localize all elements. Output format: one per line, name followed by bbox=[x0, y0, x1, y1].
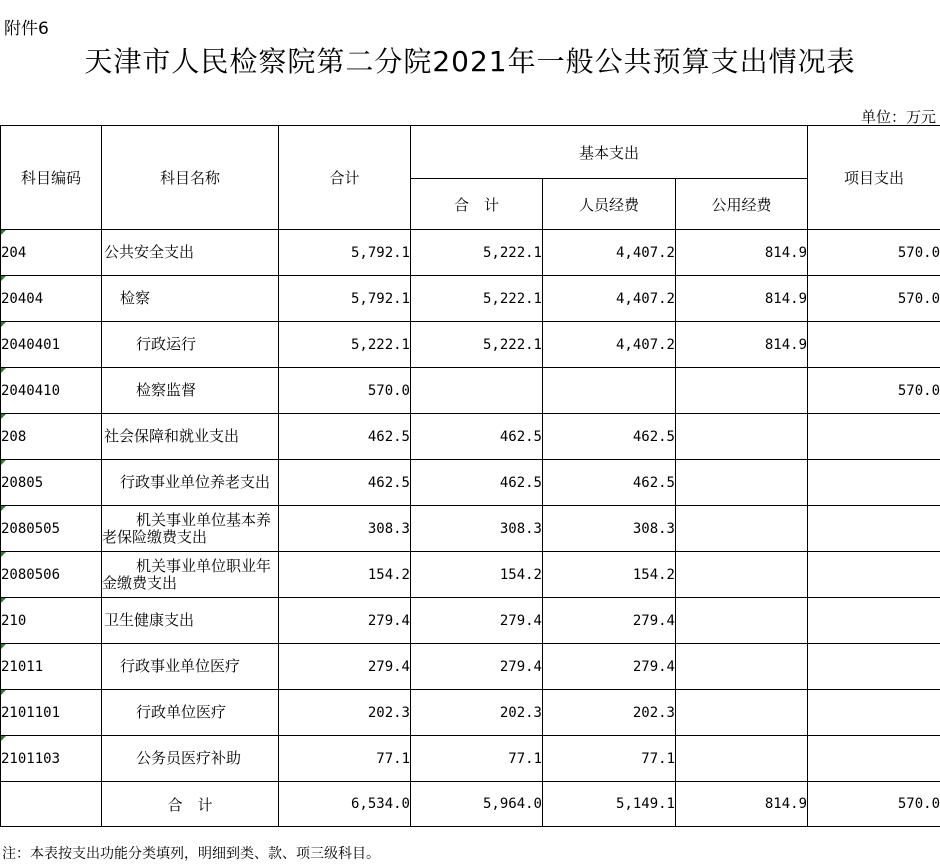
total-cell: 462.5 bbox=[279, 460, 411, 506]
header-project: 项目支出 bbox=[808, 126, 940, 230]
grand-public-cell: 814.9 bbox=[676, 782, 808, 827]
subject-code: 2101101 bbox=[1, 690, 102, 736]
personnel-cell: 4,407.2 bbox=[543, 276, 676, 322]
basic-total-cell: 5,222.1 bbox=[411, 230, 543, 276]
grand-project-cell: 570.0 bbox=[808, 782, 940, 827]
grand-personnel-cell: 5,149.1 bbox=[543, 782, 676, 827]
total-cell: 5,792.1 bbox=[279, 276, 411, 322]
subject-name: 社会保障和就业支出 bbox=[102, 414, 279, 460]
table-row bbox=[1, 230, 940, 276]
subject-code: 204 bbox=[1, 230, 102, 276]
project-cell bbox=[808, 598, 940, 644]
subject-name-text: 行政事业单位养老支出 bbox=[120, 473, 271, 491]
total-cell: 462.5 bbox=[279, 414, 411, 460]
subject-name: 行政单位医疗 bbox=[102, 690, 279, 736]
personnel-cell: 308.3 bbox=[543, 506, 676, 552]
subject-name-text: 机关事业单位基本养老保险缴费支出 bbox=[102, 510, 272, 546]
subject-name: 行政事业单位医疗 bbox=[102, 644, 279, 690]
header-name: 科目名称 bbox=[102, 126, 279, 230]
subject-code: 21011 bbox=[1, 644, 102, 690]
basic-total-cell: 279.4 bbox=[411, 644, 543, 690]
subject-name: 检察监督 bbox=[102, 368, 279, 414]
total-cell: 5,792.1 bbox=[279, 230, 411, 276]
public-cell bbox=[676, 690, 808, 736]
table-row bbox=[1, 644, 940, 690]
basic-total-cell: 5,222.1 bbox=[411, 276, 543, 322]
table-row bbox=[1, 276, 940, 322]
basic-total-cell: 5,222.1 bbox=[411, 322, 543, 368]
project-cell bbox=[808, 322, 940, 368]
personnel-cell: 4,407.2 bbox=[543, 230, 676, 276]
basic-total-cell: 154.2 bbox=[411, 552, 543, 598]
project-cell bbox=[808, 690, 940, 736]
table-row bbox=[1, 690, 940, 736]
total-cell: 154.2 bbox=[279, 552, 411, 598]
project-cell: 570.0 bbox=[808, 230, 940, 276]
public-cell bbox=[676, 552, 808, 598]
basic-total-cell: 202.3 bbox=[411, 690, 543, 736]
subject-name bbox=[102, 460, 279, 506]
grand-basic-total-cell: 5,964.0 bbox=[411, 782, 543, 827]
basic-total-cell: 462.5 bbox=[411, 414, 543, 460]
total-cell: 202.3 bbox=[279, 690, 411, 736]
total-label: 合 计 bbox=[102, 782, 279, 827]
personnel-cell: 154.2 bbox=[543, 552, 676, 598]
project-cell bbox=[808, 506, 940, 552]
subject-code: 2101103 bbox=[1, 736, 102, 782]
project-cell: 570.0 bbox=[808, 276, 940, 322]
subject-code: 208 bbox=[1, 414, 102, 460]
total-cell: 5,222.1 bbox=[279, 322, 411, 368]
subject-name: 公共安全支出 bbox=[102, 230, 279, 276]
project-cell bbox=[808, 460, 940, 506]
basic-total-cell bbox=[411, 368, 543, 414]
table-row bbox=[1, 414, 940, 460]
personnel-cell: 462.5 bbox=[543, 414, 676, 460]
total-cell: 570.0 bbox=[279, 368, 411, 414]
total-cell: 308.3 bbox=[279, 506, 411, 552]
header-basic: 基本支出 bbox=[411, 126, 808, 179]
public-cell bbox=[676, 506, 808, 552]
personnel-cell: 279.4 bbox=[543, 644, 676, 690]
project-cell bbox=[808, 552, 940, 598]
unit-label: 单位：万元 bbox=[860, 108, 936, 126]
public-cell: 814.9 bbox=[676, 276, 808, 322]
table-row bbox=[1, 460, 940, 506]
header-public: 公用经费 bbox=[676, 179, 808, 230]
public-cell: 814.9 bbox=[676, 230, 808, 276]
table-row bbox=[1, 736, 940, 782]
table-row bbox=[1, 506, 940, 552]
public-cell: 814.9 bbox=[676, 322, 808, 368]
subject-code: 20805 bbox=[1, 460, 102, 506]
table-row bbox=[1, 368, 940, 414]
subject-code: 2040401 bbox=[1, 322, 102, 368]
subject-name: 公务员医疗补助 bbox=[102, 736, 279, 782]
project-cell bbox=[808, 736, 940, 782]
subject-name bbox=[102, 506, 279, 552]
project-cell bbox=[808, 414, 940, 460]
table-row bbox=[1, 552, 940, 598]
header-code: 科目编码 bbox=[1, 126, 102, 230]
subject-code: 2080505 bbox=[1, 506, 102, 552]
header-personnel: 人员经费 bbox=[543, 179, 676, 230]
total-row bbox=[1, 782, 940, 827]
public-cell bbox=[676, 460, 808, 506]
subject-code: 20404 bbox=[1, 276, 102, 322]
header-basic-total: 合 计 bbox=[411, 179, 543, 230]
basic-total-cell: 308.3 bbox=[411, 506, 543, 552]
grand-total-cell: 6,534.0 bbox=[279, 782, 411, 827]
total-cell: 279.4 bbox=[279, 598, 411, 644]
table-row bbox=[1, 598, 940, 644]
subject-name: 卫生健康支出 bbox=[102, 598, 279, 644]
subject-code: 210 bbox=[1, 598, 102, 644]
total-code-cell bbox=[1, 782, 102, 827]
header-row-1 bbox=[1, 126, 940, 179]
subject-code: 2040410 bbox=[1, 368, 102, 414]
budget-table bbox=[0, 125, 940, 827]
footnote: 注：本表按支出功能分类填列，明细到类、款、项三级科目。 bbox=[2, 846, 380, 862]
basic-total-cell: 462.5 bbox=[411, 460, 543, 506]
subject-name bbox=[102, 552, 279, 598]
public-cell bbox=[676, 644, 808, 690]
personnel-cell: 4,407.2 bbox=[543, 322, 676, 368]
personnel-cell: 202.3 bbox=[543, 690, 676, 736]
project-cell bbox=[808, 644, 940, 690]
page-title: 天津市人民检察院第二分院2021年一般公共预算支出情况表 bbox=[84, 45, 856, 78]
subject-name: 检察 bbox=[102, 276, 279, 322]
project-cell: 570.0 bbox=[808, 368, 940, 414]
personnel-cell bbox=[543, 368, 676, 414]
basic-total-cell: 77.1 bbox=[411, 736, 543, 782]
total-cell: 77.1 bbox=[279, 736, 411, 782]
personnel-cell: 77.1 bbox=[543, 736, 676, 782]
attachment-label: 附件6 bbox=[4, 19, 49, 39]
public-cell bbox=[676, 414, 808, 460]
public-cell bbox=[676, 736, 808, 782]
total-cell: 279.4 bbox=[279, 644, 411, 690]
subject-name: 行政运行 bbox=[102, 322, 279, 368]
header-total: 合计 bbox=[279, 126, 411, 230]
public-cell bbox=[676, 598, 808, 644]
table-row bbox=[1, 322, 940, 368]
public-cell bbox=[676, 368, 808, 414]
basic-total-cell: 279.4 bbox=[411, 598, 543, 644]
personnel-cell: 279.4 bbox=[543, 598, 676, 644]
subject-name-text: 机关事业单位职业年金缴费支出 bbox=[102, 556, 272, 592]
personnel-cell: 462.5 bbox=[543, 460, 676, 506]
subject-code: 2080506 bbox=[1, 552, 102, 598]
